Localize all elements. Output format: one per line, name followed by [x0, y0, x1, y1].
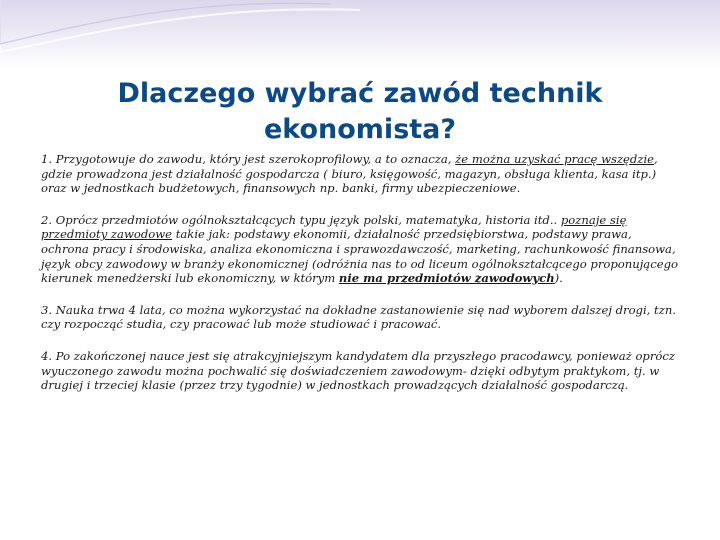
paragraph-4-text: 4. Po zakończonej nauce jest się atrakcyjniejszym kandydatem dla przyszłego pracodawcy, ponieważ oprócz wyuczonego zawodu można pochwalić się doświadczeniem zawodowym- dzięki odbytym praktykom, tj. w drugiej i trzeciej klasie (przez trzy tygodnie) w jednostkach prowadzących działalność gospodarczą. — [41, 348, 675, 393]
paragraph-1-text-c: , gdzie prowadzona jest działalność gospodarcza ( biuro, księgowość, magazyn, obsługa klienta, kasa itp.) oraz w jednostkach budżetowych, finansowych np. banki, firmy ubezpieczeniowe. — [41, 152, 658, 196]
paragraph-1-underline: że można uzyskać pracę wszędzie — [455, 152, 655, 166]
paragraph-1-text-a: 1. Przygotowuje do zawodu, który jest szerokoprofilowy, a to oznacza, — [41, 152, 456, 166]
paragraph-2 — [41, 213, 681, 286]
slide-title-line-2: ekonomista? — [263, 114, 457, 145]
paragraph-2-bold-underline: nie ma przedmiotów zawodowych — [338, 271, 555, 286]
paragraph-2-underline: poznaje się przedmioty zawodowe — [41, 212, 627, 242]
slide-title — [0, 76, 720, 148]
paragraph-1 — [41, 152, 681, 196]
paragraph-2-text-c: takie jak: podstawy ekonomii, działalność przedsiębiorstwa, podstawy prawa, ochrona pracy i środowiska, analiza ekonomiczna i sprawozdawczość, marketing, rachunkowość finansowa, język obcy zawodowy w branży ekonomicznej (odróżnia nas to od liceum ogólnokształcącego proponującego kierunek menedżerski lub ekonomiczny, w którym — [41, 227, 678, 286]
paragraph-4 — [41, 349, 681, 393]
paragraph-2-text-e: ). — [554, 271, 563, 286]
decorative-wave — [0, 0, 720, 70]
paragraph-2-text-a: 2. Oprócz przedmiotów ogólnokształcących typu język polski, matematyka, historia itd.. — [41, 212, 561, 227]
paragraph-3-text: 3. Nauka trwa 4 lata, co można wykorzystać na dokładne zastanowienie się nad wyborem dalszej drogi, tzn. czy rozpocząć studia, czy pracować lub może studiować i pracować. — [41, 302, 676, 332]
slide-title-line-1: Dlaczego wybrać zawód technik — [117, 78, 603, 109]
slide-body — [41, 152, 681, 410]
paragraph-3 — [41, 303, 681, 332]
